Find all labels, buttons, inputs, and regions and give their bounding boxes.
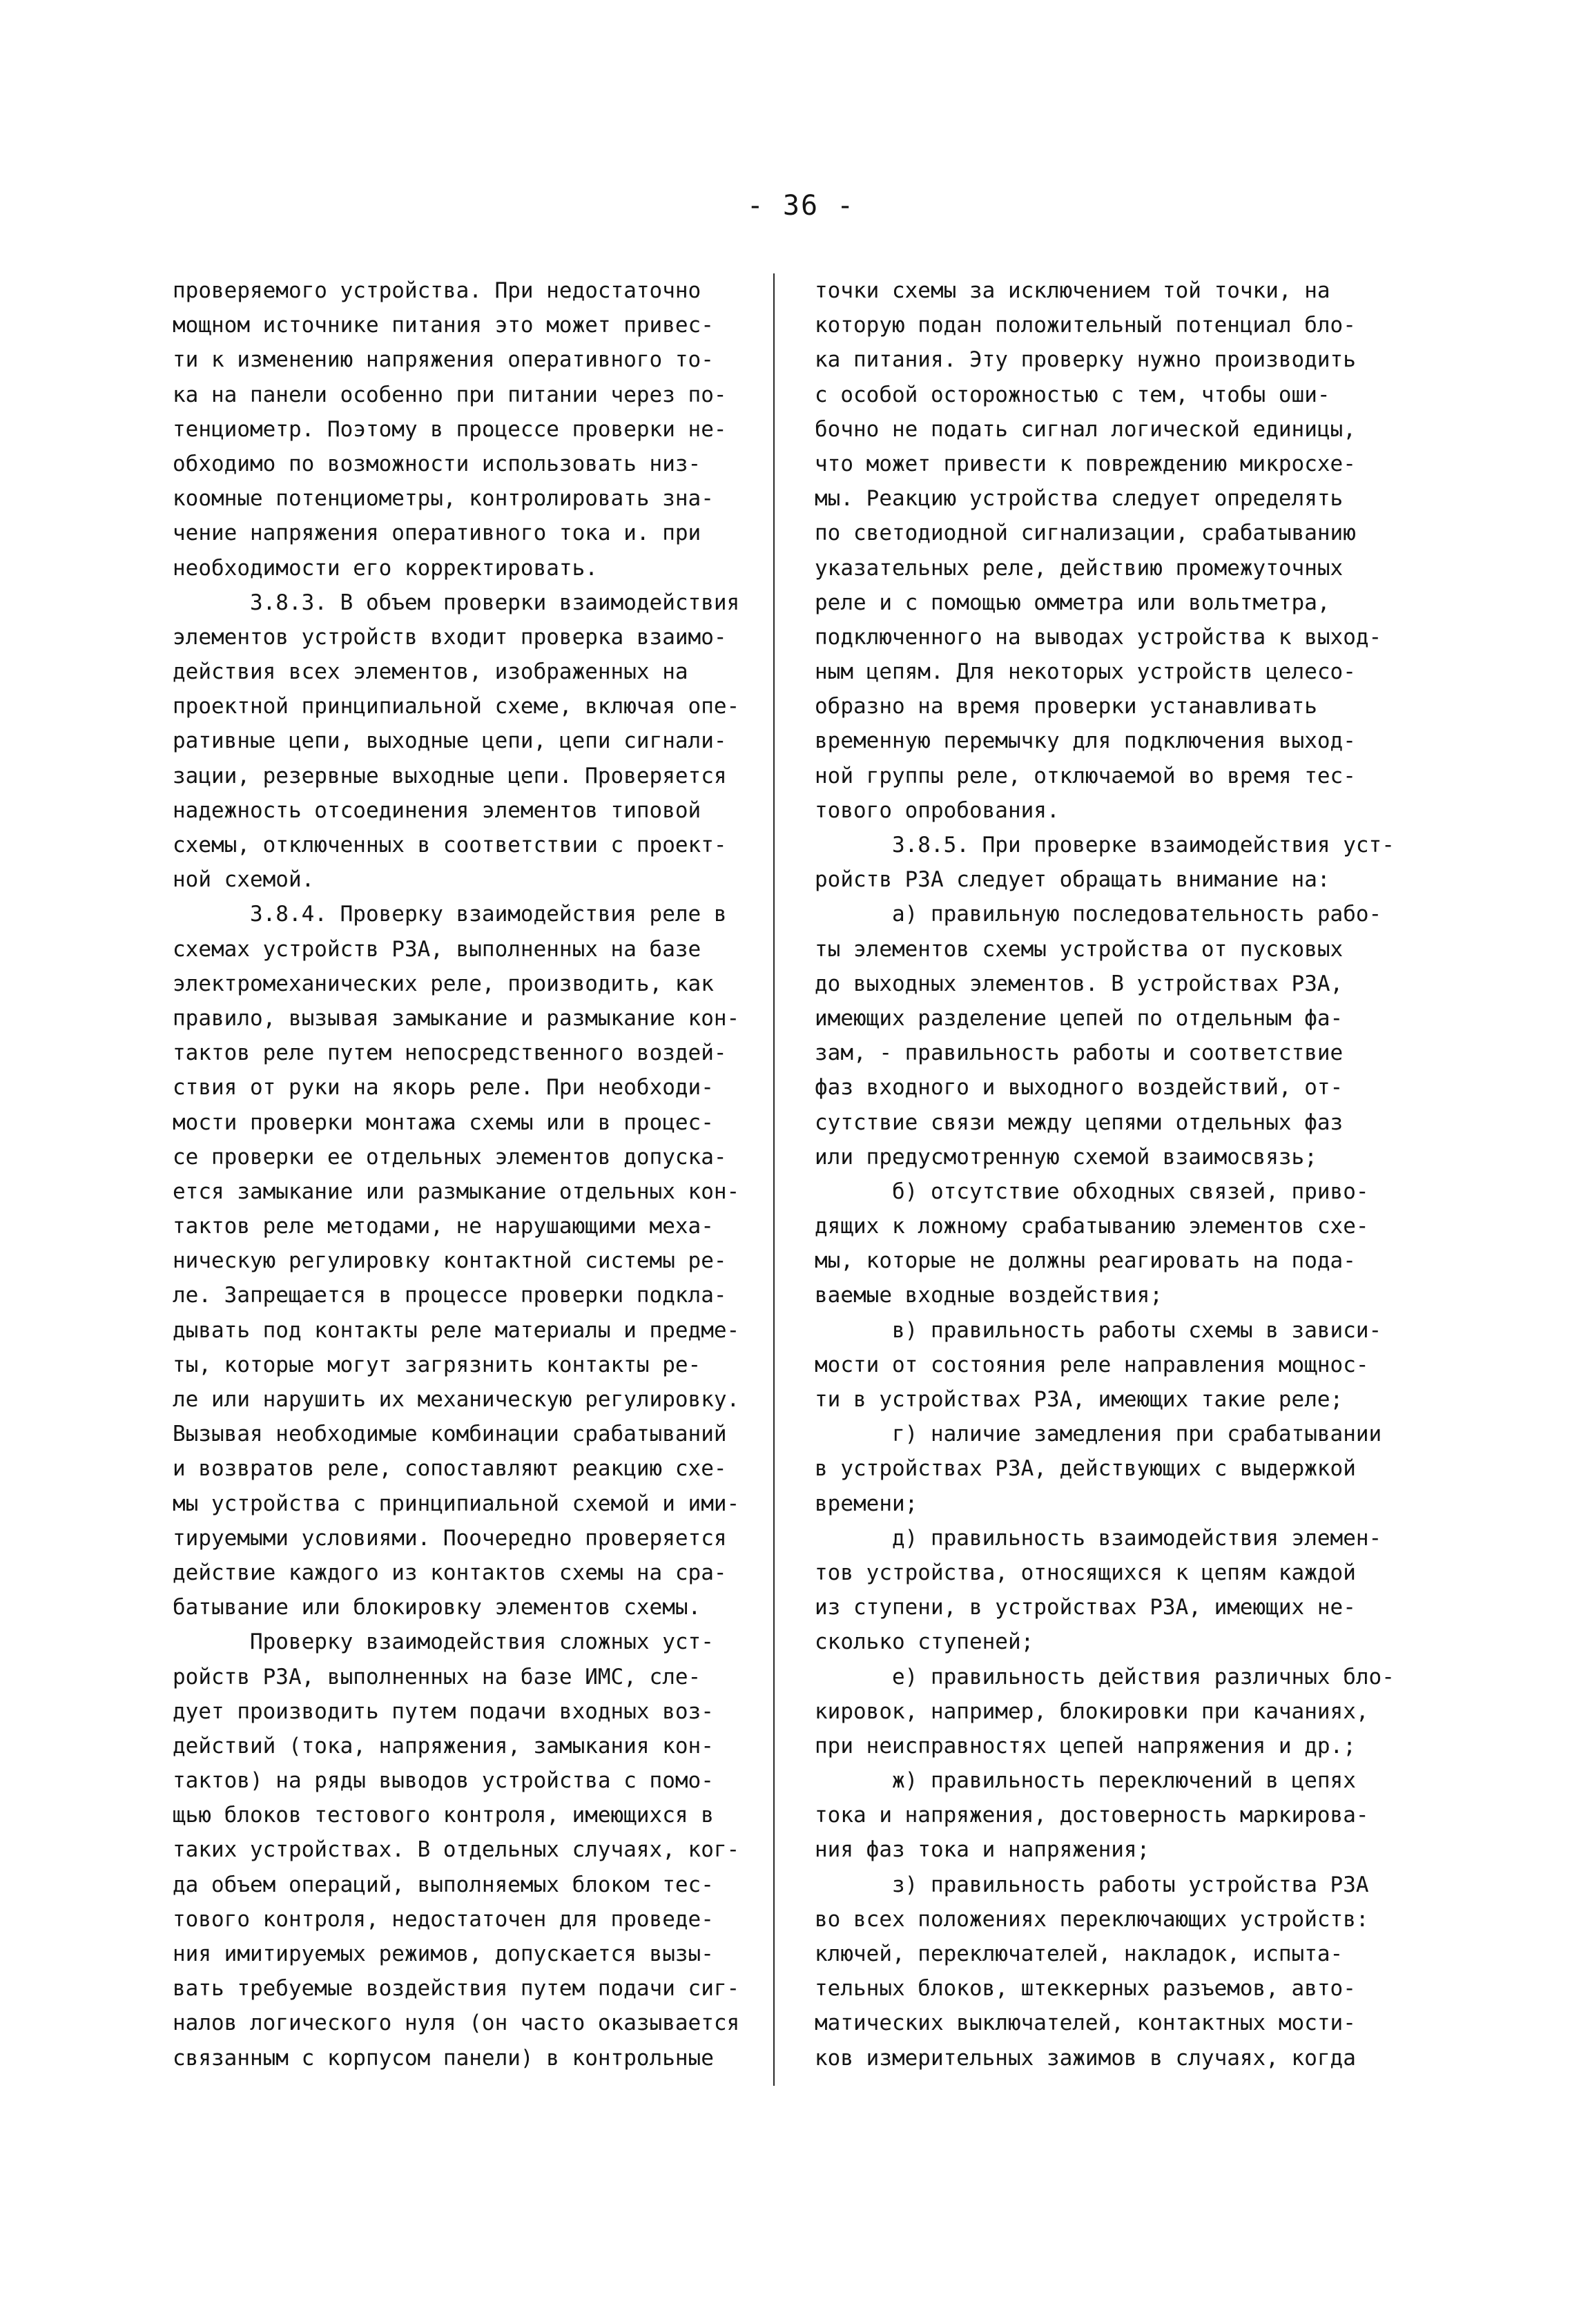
text-line: ной схемой. — [173, 867, 315, 893]
text-line: фаз входного и выходного воздействий, от- — [815, 1075, 1344, 1101]
text-line: тактов реле путем непосредственного воздей- — [173, 1040, 727, 1066]
text-line: мы, которые не должны реагировать на пода- — [815, 1248, 1356, 1274]
text-line: ройств РЗА, выполненных на базе ИМС, сле- — [173, 1664, 701, 1689]
text-line: ка на панели особенно при питании через по- — [173, 382, 727, 407]
text-line: бочно не подать сигнал логической единицы, — [815, 416, 1356, 442]
text-line: матических выключателей, контактных мости- — [815, 2011, 1356, 2036]
text-line: Вызывая необходимые комбинации срабатываний — [173, 1422, 727, 1447]
text-line: зации, резервные выходные цепи. Проверяется — [173, 763, 727, 788]
text-line: подключенного на выводах устройства к выход- — [815, 624, 1382, 650]
text-line: сутствие связи между цепями отдельных фаз — [815, 1110, 1344, 1135]
text-line: вать требуемые воздействия путем подачи сиг- — [173, 1976, 740, 2002]
text-line: ле или нарушить их механическую регулировку. — [173, 1387, 740, 1412]
text-line: реле и с помощью омметра или вольтметра, — [815, 590, 1330, 615]
text-line: д) правильность взаимодействия элемен- — [815, 1525, 1382, 1551]
text-line: схемах устройств РЗА, выполненных на базе — [173, 936, 701, 962]
text-line: 3.8.3. В объем проверки взаимодействия — [173, 590, 740, 615]
text-line: дывать под контакты реле материалы и предме- — [173, 1317, 740, 1343]
text-line: что может привести к повреждению микросхе- — [815, 451, 1356, 476]
text-line: щью блоков тестового контроля, имеющихся в — [173, 1803, 714, 1828]
text-line: которую подан положительный потенциал бло- — [815, 313, 1356, 338]
text-line: с особой осторожностью с тем, чтобы оши- — [815, 382, 1330, 407]
text-line: мы устройства с принципиальной схемой и ими- — [173, 1491, 740, 1516]
text-line: по светодиодной сигнализации, срабатыванию — [815, 521, 1356, 546]
text-line: при неисправностях цепей напряжения и др.; — [815, 1733, 1356, 1759]
text-line: тов устройства, относящихся к цепям каждой — [815, 1560, 1356, 1585]
page-number: - 36 - — [746, 190, 855, 222]
text-line: 3.8.5. При проверке взаимодействия уст- — [815, 833, 1395, 858]
text-line: указательных реле, действию промежуточных — [815, 555, 1344, 581]
text-line: г) наличие замедления при срабатывании — [815, 1422, 1382, 1447]
text-line: ствия от руки на якорь реле. При необходи- — [173, 1075, 714, 1101]
text-line: мости от состояния реле направления мощнос- — [815, 1352, 1369, 1377]
text-line: правило, вызывая замыкание и размыкание кон- — [173, 1005, 740, 1031]
text-line: се проверки ее отдельных элементов допуска- — [173, 1144, 727, 1170]
text-line: з) правильность работы устройства РЗА — [815, 1872, 1369, 1897]
text-line: ния имитируемых режимов, допускается вызы- — [173, 1941, 714, 1966]
text-line: дует производить путем подачи входных воз- — [173, 1698, 714, 1724]
text-line: зам, - правильность работы и соответствие — [815, 1040, 1344, 1066]
text-line: точки схемы за исключением той точки, на — [815, 278, 1330, 303]
text-line: ной группы реле, отключаемой во время тес- — [815, 763, 1356, 788]
text-line: а) правильную последовательность рабо- — [815, 902, 1382, 927]
text-line: тенциометр. Поэтому в процессе проверки не- — [173, 416, 727, 442]
text-line: ративные цепи, выходные цепи, цепи сигнали- — [173, 728, 727, 754]
text-line: батывание или блокировку элементов схемы. — [173, 1595, 701, 1620]
text-line: тактов реле методами, не нарушающими меха- — [173, 1214, 714, 1239]
text-line: ты элементов схемы устройства от пусковых — [815, 936, 1344, 962]
text-line: действия всех элементов, изображенных на — [173, 659, 688, 685]
text-line: ти к изменению напряжения оперативного то- — [173, 347, 714, 373]
text-line: времени; — [815, 1491, 918, 1516]
text-line: ройств РЗА следует обращать внимание на: — [815, 867, 1330, 893]
text-line: тельных блоков, штеккерных разъемов, авто- — [815, 1976, 1356, 2002]
text-line: во всех положениях переключающих устройств: — [815, 1906, 1369, 1932]
text-line: мы. Реакцию устройства следует определять — [815, 486, 1344, 512]
column-divider — [773, 273, 775, 2086]
text-line: схемы, отключенных в соответствии с проект- — [173, 833, 727, 858]
text-line: да объем операций, выполняемых блоком тес- — [173, 1872, 714, 1897]
text-line: тового опробования. — [815, 797, 1060, 823]
text-line: дящих к ложному срабатыванию элементов схе- — [815, 1214, 1369, 1239]
text-line: сколько ступеней; — [815, 1629, 1034, 1655]
text-line: необходимости его корректировать. — [173, 555, 598, 581]
text-line: тируемыми условиями. Поочередно проверяется — [173, 1525, 727, 1551]
text-line: б) отсутствие обходных связей, приво- — [815, 1179, 1369, 1204]
text-line: ти в устройствах РЗА, имеющих такие реле; — [815, 1387, 1344, 1412]
text-line: ков измерительных зажимов в случаях, когда — [815, 2045, 1356, 2071]
right-text-column — [815, 273, 1429, 2075]
text-line: ты, которые могут загрязнить контакты ре- — [173, 1352, 701, 1377]
text-line: в) правильность работы схемы в зависи- — [815, 1317, 1382, 1343]
text-line: проектной принципиальной схеме, включая опе- — [173, 694, 740, 719]
text-line: временную перемычку для подключения выход- — [815, 728, 1356, 754]
text-line: таких устройствах. В отдельных случаях, ког- — [173, 1837, 740, 1863]
text-line: ле. Запрещается в процессе проверки подкла- — [173, 1283, 727, 1308]
text-line: ключей, переключателей, накладок, испыта- — [815, 1941, 1344, 1966]
text-line: до выходных элементов. В устройствах РЗА, — [815, 971, 1344, 996]
text-line: связанным с корпусом панели) в контрольные — [173, 2045, 714, 2071]
text-line: тактов) на ряды выводов устройства с помо- — [173, 1768, 714, 1794]
text-line: из ступени, в устройствах РЗА, имеющих не- — [815, 1595, 1356, 1620]
left-text-column — [173, 273, 759, 2075]
text-line: обходимо по возможности использовать низ- — [173, 451, 701, 476]
text-line: налов логического нуля (он часто оказывается — [173, 2011, 740, 2036]
text-line: ным цепям. Для некоторых устройств целесо- — [815, 659, 1356, 685]
text-line: действие каждого из контактов схемы на сра- — [173, 1560, 727, 1585]
text-line: мощном источнике питания это может привес- — [173, 313, 714, 338]
text-line: коомные потенциометры, контролировать зна- — [173, 486, 714, 512]
text-line: ния фаз тока и напряжения; — [815, 1837, 1150, 1863]
text-line: надежность отсоединения элементов типовой — [173, 797, 701, 823]
text-line: е) правильность действия различных бло- — [815, 1664, 1395, 1689]
text-line: ется замыкание или размыкание отдельных кон- — [173, 1179, 740, 1204]
text-line: электромеханических реле, производить, как — [173, 971, 714, 996]
text-line: образно на время проверки устанавливать — [815, 694, 1317, 719]
text-line: действий (тока, напряжения, замыкания кон- — [173, 1733, 714, 1759]
text-line: Проверку взаимодействия сложных уст- — [173, 1629, 714, 1655]
text-line: чение напряжения оперативного тока и. при — [173, 521, 701, 546]
text-line: кировок, например, блокировки при качаниях, — [815, 1698, 1369, 1724]
text-line: ж) правильность переключений в цепях — [815, 1768, 1356, 1794]
text-line: тового контроля, недостаточен для проведе- — [173, 1906, 714, 1932]
text-line: тока и напряжения, достоверность маркирова- — [815, 1803, 1369, 1828]
text-line: 3.8.4. Проверку взаимодействия реле в — [173, 902, 727, 927]
text-line: ка питания. Эту проверку нужно производить — [815, 347, 1356, 373]
text-line: ническую регулировку контактной системы ре- — [173, 1248, 727, 1274]
text-line: или предусмотренную схемой взаимосвязь; — [815, 1144, 1317, 1170]
text-line: ваемые входные воздействия; — [815, 1283, 1163, 1308]
text-line: и возвратов реле, сопоставляют реакцию схе- — [173, 1456, 727, 1482]
text-line: мости проверки монтажа схемы или в процес- — [173, 1110, 714, 1135]
text-line: в устройствах РЗА, действующих с выдержкой — [815, 1456, 1356, 1482]
text-line: элементов устройств входит проверка взаимо- — [173, 624, 727, 650]
text-line: проверяемого устройства. При недостаточно — [173, 278, 701, 303]
text-line: имеющих разделение цепей по отдельным фа- — [815, 1005, 1344, 1031]
